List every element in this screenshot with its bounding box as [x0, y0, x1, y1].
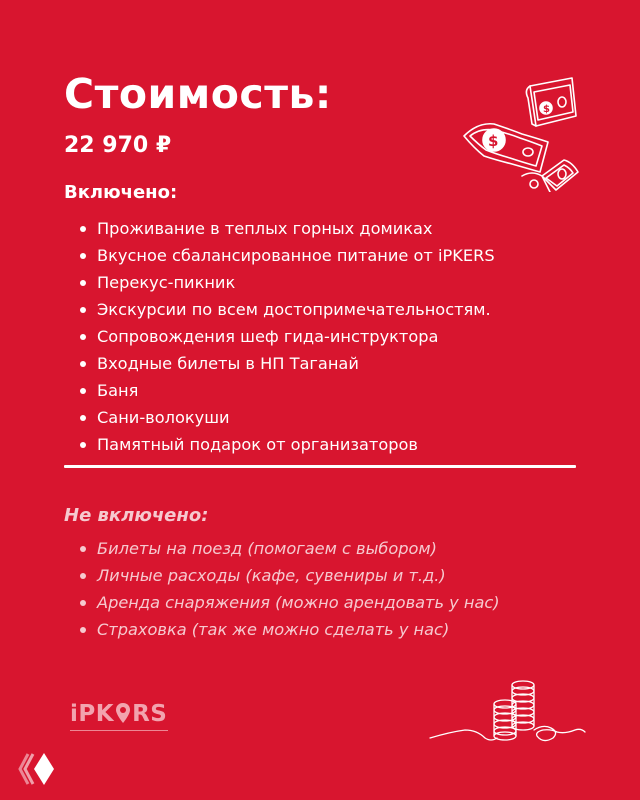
- bullet-icon: [80, 280, 86, 286]
- svg-text:$: $: [488, 132, 499, 150]
- bullet-icon: [80, 573, 86, 579]
- bullet-icon: [80, 307, 86, 313]
- list-item: Баня: [78, 377, 495, 404]
- coin-stack-icon: [425, 680, 595, 750]
- list-item: Сани-волокуши: [78, 404, 495, 431]
- svg-text:$: $: [543, 104, 550, 115]
- list-item: Вкусное сбалансированное питание от iPKERS: [78, 242, 495, 269]
- list-item: Экскурсии по всем достопримечательностям.: [78, 296, 495, 323]
- page-title: Стоимость:: [64, 70, 332, 118]
- list-item: Билеты на поезд (помогаем с выбором): [78, 535, 500, 562]
- excluded-heading: Не включено:: [64, 505, 209, 526]
- list-item: Аренда снаряжения (можно арендовать у нас): [78, 589, 500, 616]
- list-item: Памятный подарок от организаторов: [78, 431, 495, 458]
- list-item: Страховка (так же можно сделать у нас): [78, 616, 500, 643]
- bullet-icon: [80, 442, 86, 448]
- included-heading: Включено:: [64, 182, 178, 203]
- list-item: Сопровождения шеф гида-инструктора: [78, 323, 495, 350]
- excluded-list: [78, 535, 500, 643]
- bullet-icon: [80, 546, 86, 552]
- bullet-icon: [80, 226, 86, 232]
- price-value: 22 970 ₽: [64, 133, 172, 158]
- list-item: Входные билеты в НП Таганай: [78, 350, 495, 377]
- brand-logo: iPK RS: [70, 701, 168, 727]
- list-item: Перекус-пикник: [78, 269, 495, 296]
- bullet-icon: [80, 253, 86, 259]
- bullet-icon: [80, 361, 86, 367]
- bullet-icon: [80, 627, 86, 633]
- bullet-icon: [80, 415, 86, 421]
- map-pin-icon: [115, 702, 131, 724]
- included-list: [78, 215, 495, 458]
- list-item: Личные расходы (кафе, сувениры и т.д.): [78, 562, 500, 589]
- bullet-icon: [80, 334, 86, 340]
- bullet-icon: [80, 388, 86, 394]
- list-item: Проживание в теплых горных домиках: [78, 215, 495, 242]
- diamond-chevrons-icon: [18, 752, 58, 786]
- bullet-icon: [80, 600, 86, 606]
- flying-money-icon: [460, 72, 580, 192]
- logo-underline: [70, 730, 168, 731]
- section-divider: [64, 465, 576, 468]
